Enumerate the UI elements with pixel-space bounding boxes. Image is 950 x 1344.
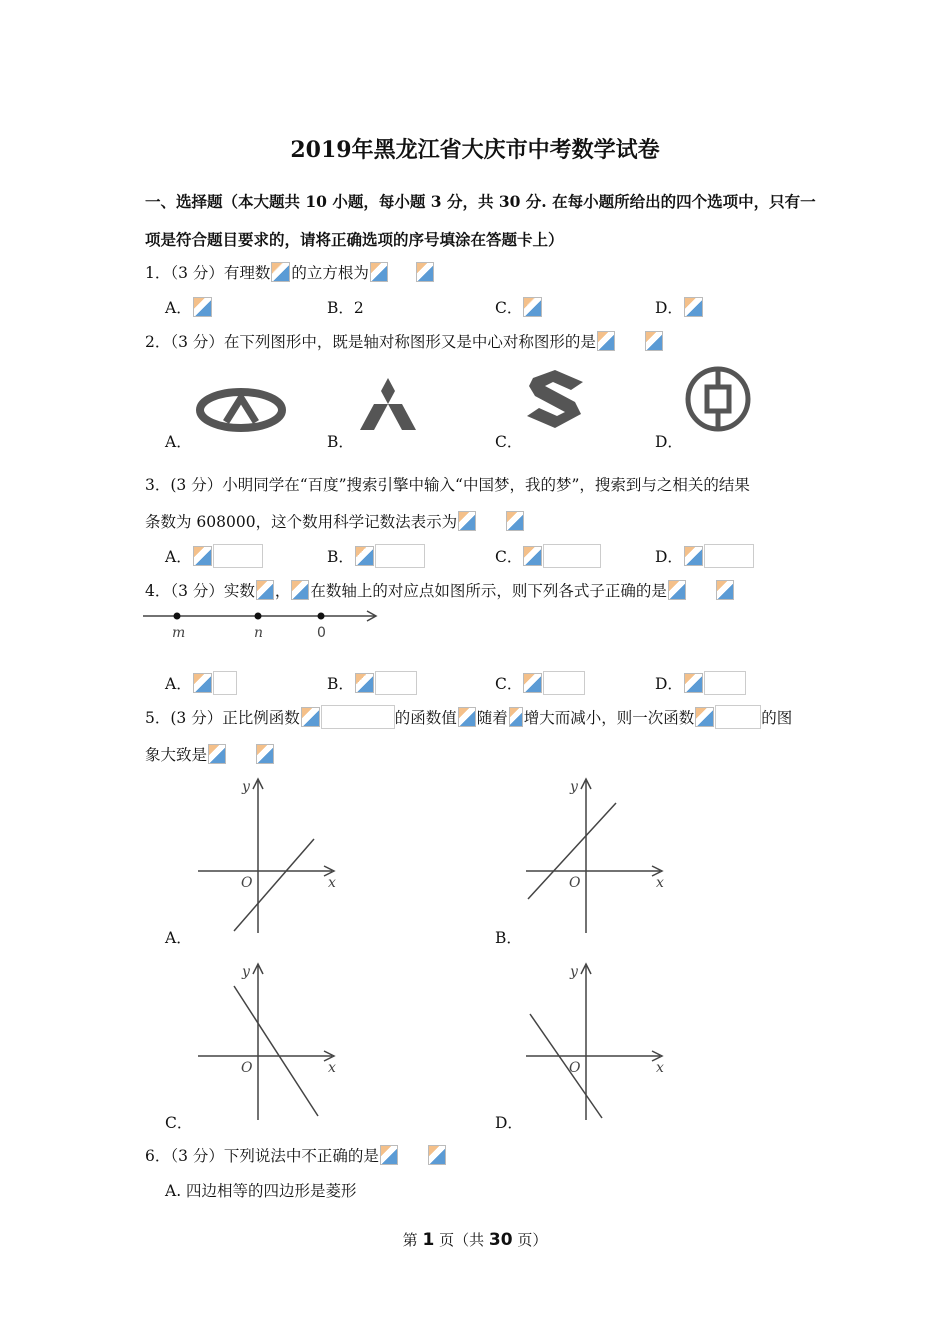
formula-image-icon: [668, 580, 686, 600]
formula-image-icon: [684, 297, 703, 317]
q2-option-a: A．: [165, 433, 192, 451]
question-1: 1．（3 分）有理数 的立方根为: [145, 261, 435, 283]
q4-option-d: D．: [655, 671, 746, 695]
svg-text:O: O: [569, 1060, 581, 1076]
infiniti-logo: [196, 378, 286, 434]
question-5-line2: 象大致是: [145, 743, 275, 765]
question-5-line1: 5．(3 分）正比例函数 的函数值 随着 增大而减小，则一次函数 的图: [145, 705, 792, 729]
q5-option-d: D．: [495, 1114, 523, 1132]
graph-b: [524, 775, 674, 939]
q5-option-a: A．: [165, 929, 192, 947]
suzuki-logo: [523, 368, 587, 430]
svg-text:x: x: [328, 875, 336, 891]
formula-image-icon: [716, 580, 734, 600]
formula-image-icon: [428, 1145, 446, 1165]
q3-option-a: A．: [165, 544, 263, 568]
q1-option-c: C．: [495, 296, 543, 318]
mitsubishi-logo: [357, 376, 419, 432]
q4-option-a: A．: [165, 671, 237, 695]
q3-option-c: C．: [495, 544, 601, 568]
page-footer: 第 1 页（共 30 页）: [402, 1230, 548, 1250]
page-title: 2019年黑龙江省大庆市中考数学试卷: [290, 137, 660, 163]
formula-image-icon: [458, 707, 476, 727]
formula-image-icon: [506, 511, 524, 531]
formula-image-icon: [380, 1145, 398, 1165]
question-6: 6．（3 分）下列说法中不正确的是: [145, 1144, 447, 1166]
q6-option-a: A. 四边相等的四边形是菱形: [165, 1182, 357, 1200]
q5-option-c: C．: [165, 1114, 193, 1132]
svg-text:y: y: [570, 964, 578, 980]
page-total: 30: [488, 1230, 513, 1250]
graph-a: [196, 775, 346, 939]
graph-c: [196, 960, 346, 1126]
svg-text:O: O: [241, 875, 253, 891]
formula-image-icon: [416, 262, 434, 282]
svg-text:O: O: [241, 1060, 253, 1076]
q1-option-a: A．: [165, 296, 213, 318]
section-heading-line2: 项是符合题目要求的，请将正确选项的序号填涂在答题卡上）: [145, 230, 564, 249]
formula-image-icon: [523, 546, 542, 566]
q1-option-b: B．2: [327, 299, 364, 317]
q2-option-b: B．: [327, 433, 354, 451]
svg-text:O: O: [569, 875, 581, 891]
formula-image-icon: [355, 673, 374, 693]
formula-image-icon: [208, 744, 226, 764]
question-2: 2．（3 分）在下列图形中，既是轴对称图形又是中心对称图形的是: [145, 330, 664, 352]
formula-image-icon: [523, 297, 542, 317]
formula-image-icon: [355, 546, 374, 566]
question-3-line1: 3．(3 分）小明同学在“百度”搜索引擎中输入“中国梦，我的梦”，搜索到与之相关的结果: [145, 476, 750, 494]
q4-option-b: B．: [327, 671, 417, 695]
formula-image-icon: [684, 546, 703, 566]
label-m: m: [172, 625, 186, 641]
question-4: 4．（3 分）实数 ， 在数轴上的对应点如图所示，则下列各式子正确的是: [145, 579, 735, 601]
svg-text:y: y: [570, 779, 578, 795]
formula-image-icon: [256, 580, 274, 600]
q4-option-c: C．: [495, 671, 585, 695]
formula-image-icon: [256, 744, 274, 764]
q5-option-b: B．: [495, 929, 522, 947]
q2-option-d: D．: [655, 433, 683, 451]
formula-image-icon: [523, 673, 542, 693]
formula-image-icon: [271, 262, 290, 282]
q3-option-b: B．: [327, 544, 425, 568]
label-zero: 0: [317, 625, 326, 641]
formula-image-icon: [370, 262, 388, 282]
q3-option-d: D．: [655, 544, 754, 568]
svg-text:x: x: [656, 875, 664, 891]
svg-text:x: x: [328, 1060, 336, 1076]
formula-image-icon: [301, 707, 320, 727]
page-number: 1: [422, 1230, 435, 1250]
formula-image-icon: [597, 331, 615, 351]
q2-option-c: C．: [495, 433, 523, 451]
formula-image-icon: [645, 331, 663, 351]
formula-image-icon: [684, 673, 703, 693]
svg-text:x: x: [656, 1060, 664, 1076]
formula-image-icon: [193, 546, 212, 566]
label-n: n: [254, 625, 264, 641]
svg-text:y: y: [242, 964, 250, 980]
formula-image-icon: [193, 297, 212, 317]
q1-option-d: D．: [655, 296, 704, 318]
formula-image-icon: [458, 511, 476, 531]
bank-logo: [683, 364, 753, 434]
formula-image-icon: [193, 673, 212, 693]
formula-image-icon: [695, 707, 714, 727]
graph-d: [524, 960, 674, 1126]
svg-text:y: y: [242, 779, 250, 795]
formula-image-icon: [509, 707, 523, 727]
number-line: [143, 604, 383, 648]
formula-image-icon: [291, 580, 309, 600]
question-3-line2: 条数为 608000，这个数用科学记数法表示为: [145, 510, 525, 532]
section-heading-line1: 一、选择题（本大题共 10 小题，每小题 3 分，共 30 分. 在每小题所给出的四个选项中，只有一: [145, 192, 816, 211]
